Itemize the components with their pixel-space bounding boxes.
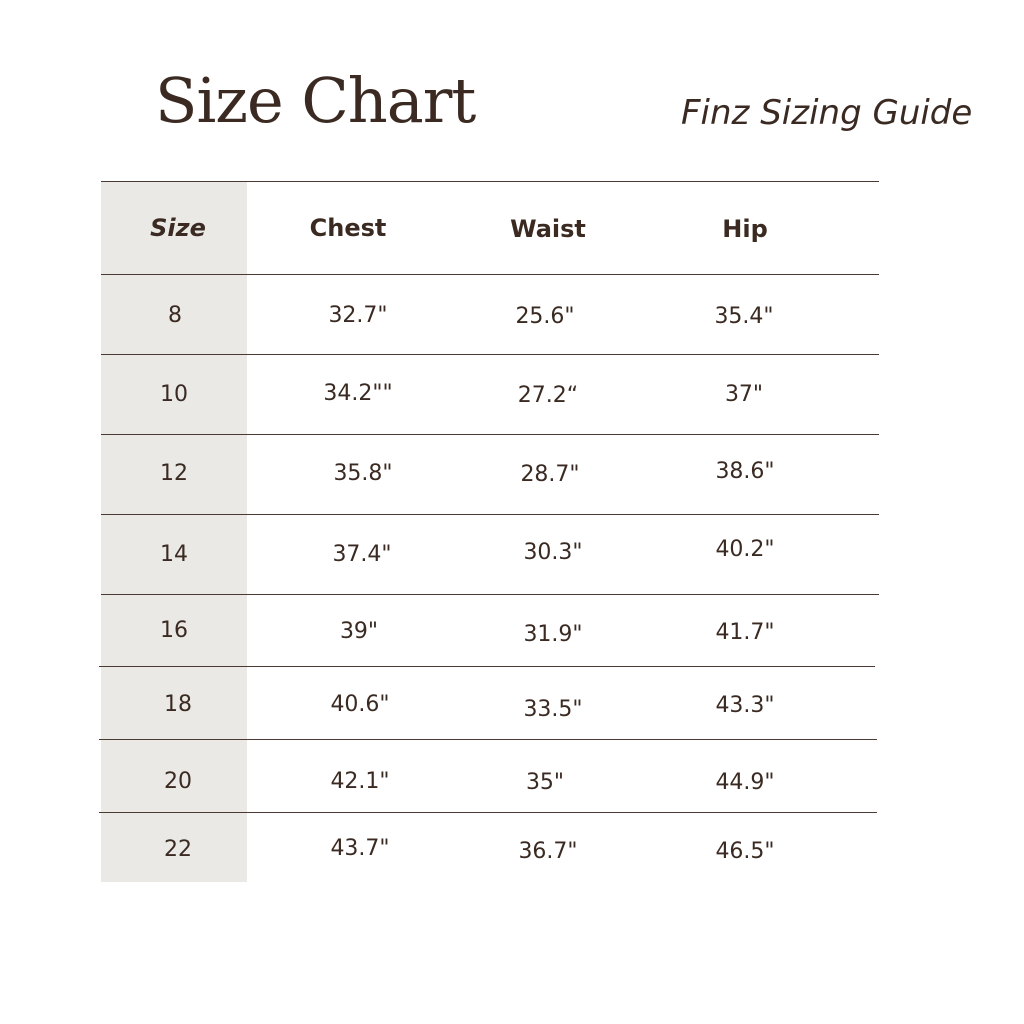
table-cell-chest: 37.4" [332,542,392,567]
table-cell-waist: 36.7" [518,839,578,864]
table-cell-hip: 46.5" [715,839,775,864]
table-rule [99,666,875,667]
table-cell-size: 10 [160,382,188,407]
column-header-chest: Chest [309,214,387,242]
table-cell-chest: 34.2"" [323,381,393,406]
table-cell-hip: 44.9" [715,770,775,795]
table-cell-hip: 40.2" [715,537,775,562]
table-cell-waist: 27.2“ [517,383,579,408]
table-cell-chest: 42.1" [330,769,390,794]
page-subtitle: Finz Sizing Guide [681,93,973,133]
table-rule [99,739,877,740]
table-cell-waist: 35" [525,770,565,795]
table-cell-chest: 39" [339,619,379,644]
table-rule [101,434,879,435]
table-cell-waist: 30.3" [523,540,583,565]
table-cell-chest: 43.7" [330,836,390,861]
table-rule-top [101,181,879,182]
table-cell-waist: 33.5" [523,697,583,722]
table-rule [99,812,877,813]
table-cell-chest: 35.8" [333,461,393,486]
table-cell-waist: 25.6" [515,304,575,329]
table-cell-chest: 40.6" [330,692,390,717]
table-cell-waist: 28.7" [520,462,580,487]
table-rule [101,594,879,595]
table-cell-hip: 37" [724,382,764,407]
table-cell-hip: 43.3" [715,693,775,718]
column-header-size: Size [150,214,206,242]
table-rule [101,354,879,355]
table-cell-waist: 31.9" [523,622,583,647]
table-rule [101,514,879,515]
table-cell-size: 14 [160,542,188,567]
table-cell-hip: 35.4" [714,304,774,329]
table-cell-hip: 41.7" [715,620,775,645]
table-cell-size: 18 [164,692,192,717]
table-rule [101,274,879,275]
page-title: Size Chart [155,64,476,137]
table-cell-chest: 32.7" [328,303,388,328]
table-cell-size: 22 [164,837,192,862]
table-cell-hip: 38.6" [715,459,775,484]
table-cell-size: 16 [160,618,188,643]
table-cell-size: 12 [160,461,188,486]
table-cell-size: 8 [168,303,182,328]
column-header-waist: Waist [510,215,586,243]
table-cell-size: 20 [164,769,192,794]
column-header-hip: Hip [722,215,768,243]
